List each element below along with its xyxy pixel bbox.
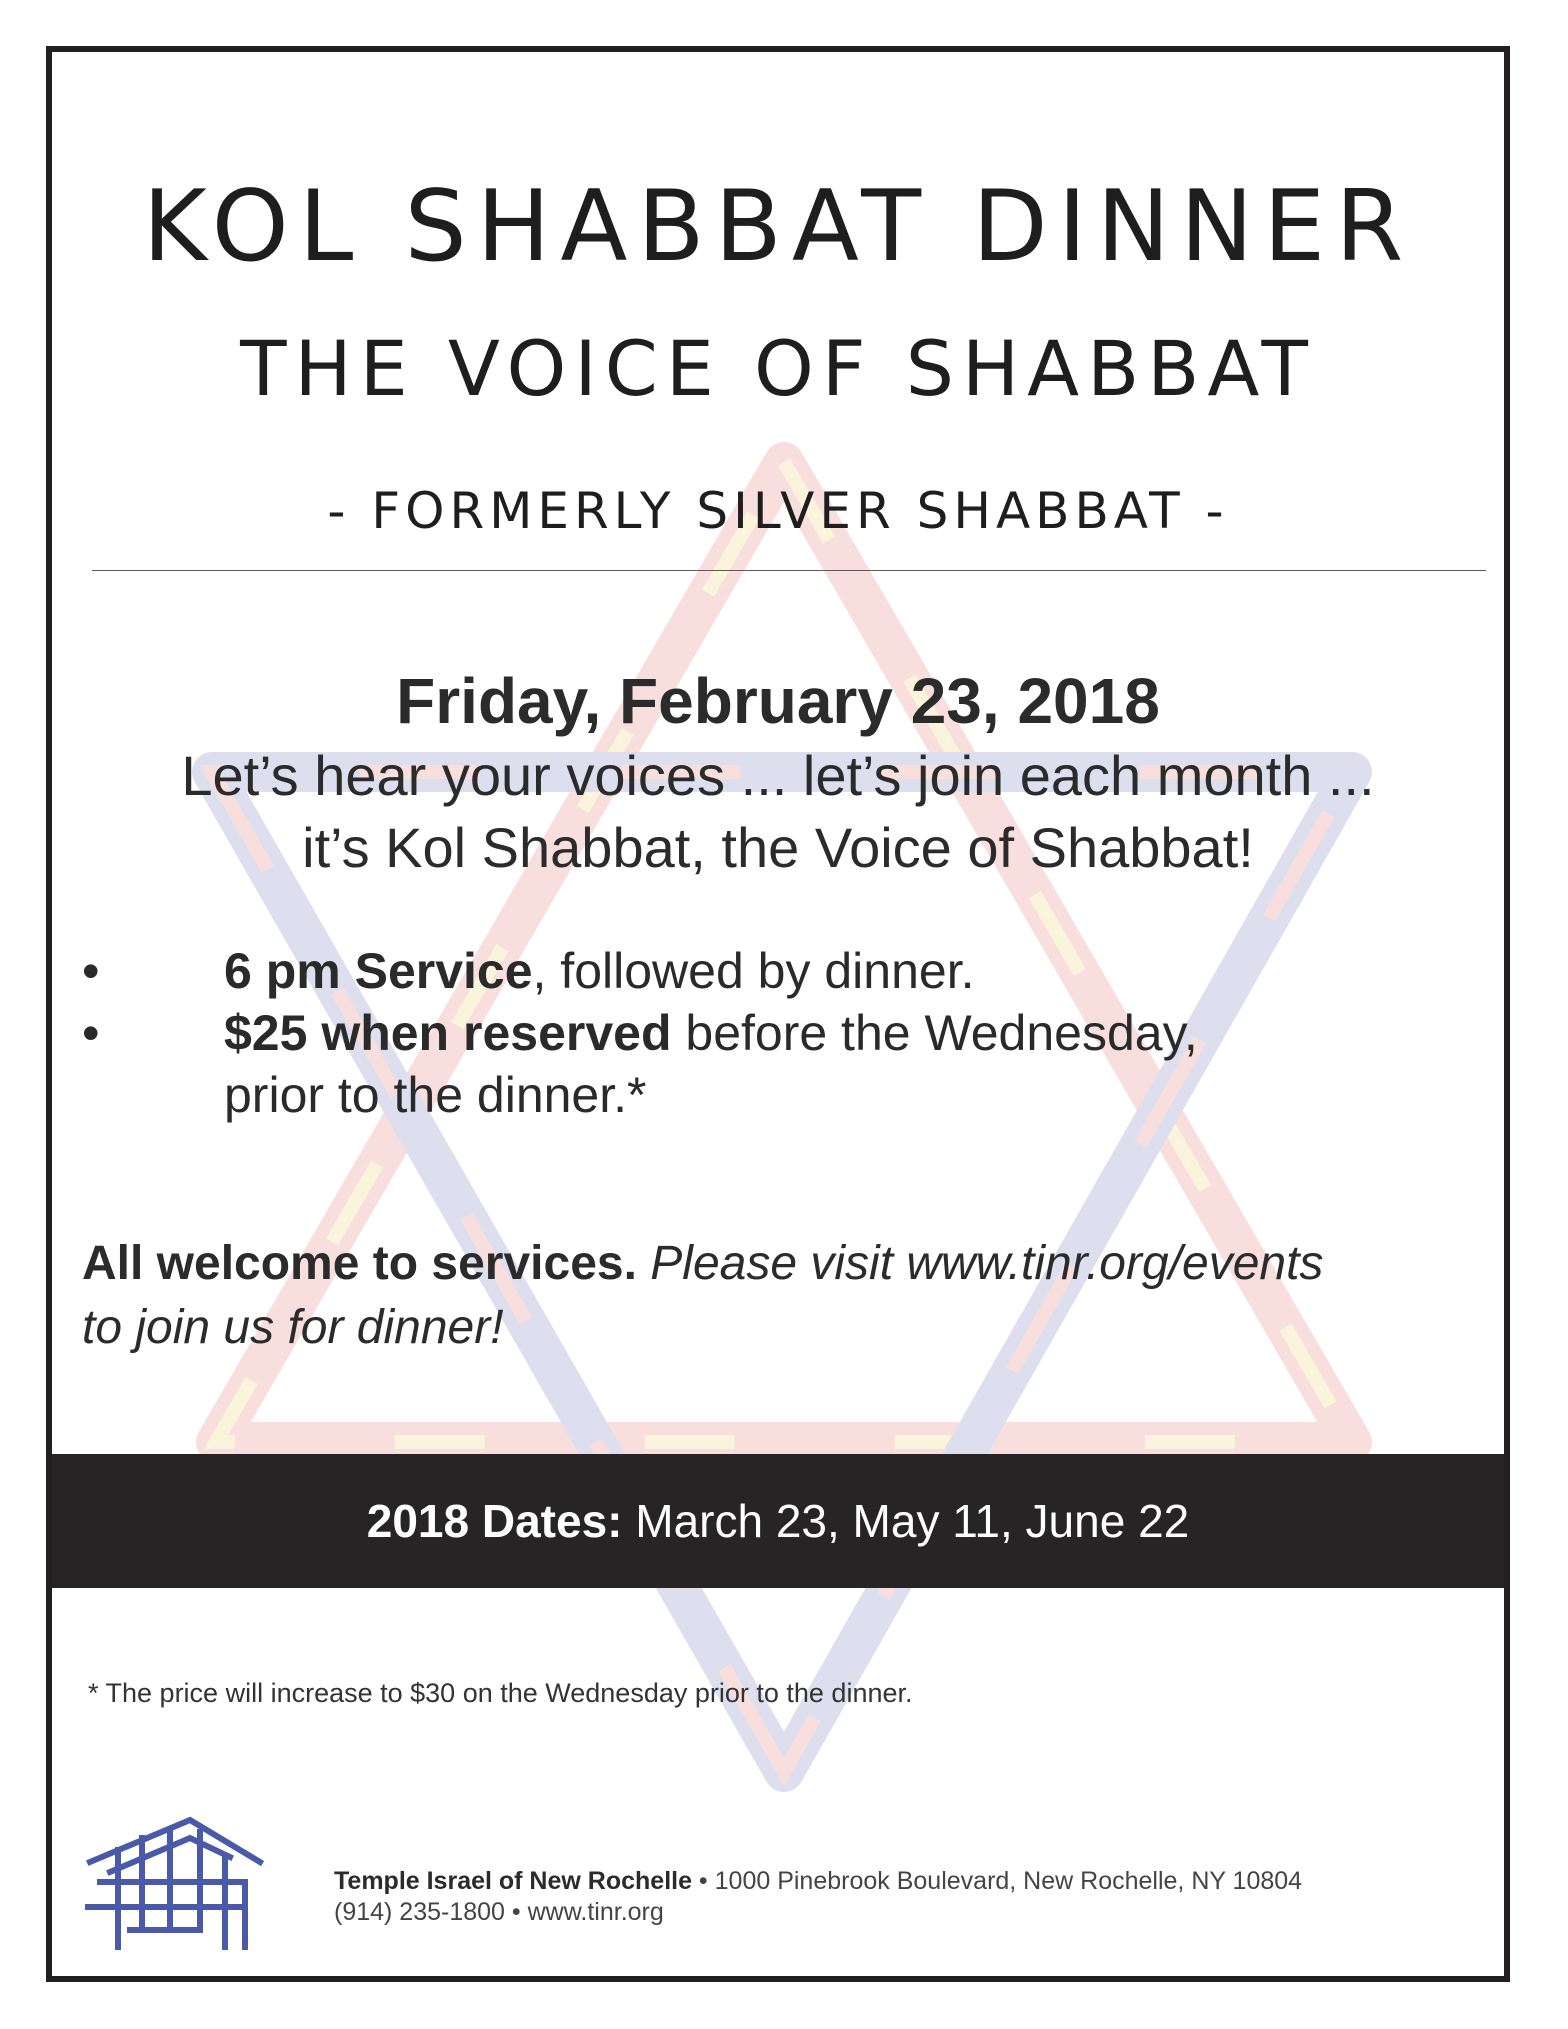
dates-value: March 23, May 11, June 22 [622, 1495, 1190, 1547]
contact-info [334, 1866, 1302, 1928]
event-subtitle: THE VOICE OF SHABBAT [240, 324, 1316, 413]
bullet-icon: • [82, 943, 100, 999]
welcome-bold: All welcome to services. [82, 1237, 637, 1290]
bullet-icon: • [82, 1005, 100, 1061]
divider [92, 570, 1486, 571]
phone-number: (914) 235-1800 [334, 1898, 505, 1926]
flyer-frame [46, 46, 1510, 1982]
tagline-line-2: it’s Kol Shabbat, the Voice of Shabbat! [302, 816, 1254, 879]
event-title: KOL SHABBAT DINNER [142, 170, 1414, 284]
dates-band [52, 1454, 1504, 1588]
service-detail: , followed by dinner. [532, 943, 975, 999]
price-reserved: $25 when reserved [224, 1005, 672, 1061]
org-name: Temple Israel of New Rochelle [334, 1867, 692, 1895]
list-item [82, 940, 1462, 1002]
price-footnote: * The price will increase to $30 on the Wednesday prior to the dinner. [88, 1678, 913, 1708]
price-detail: before the Wednesday, [671, 1005, 1198, 1061]
tagline [52, 740, 1504, 884]
welcome-italic-2: to join us for dinner! [82, 1301, 504, 1354]
details-list [82, 940, 1462, 1126]
separator: • [691, 1867, 715, 1895]
event-date: Friday, February 23, 2018 [396, 665, 1160, 737]
separator: • [504, 1898, 528, 1926]
price-detail-2: prior to the dinner.* [224, 1067, 647, 1123]
street-address: 1000 Pinebrook Boulevard, New Rochelle, NY 10804 [714, 1867, 1303, 1895]
dates-label: 2018 Dates: [366, 1495, 623, 1547]
website-link[interactable]: www.tinr.org [527, 1898, 664, 1926]
welcome-italic: Please visit www.tinr.org/events [636, 1237, 1324, 1290]
tagline-line-1: Let’s hear your voices ... let’s join each month ... [181, 744, 1375, 807]
service-time: 6 pm Service [224, 943, 533, 999]
welcome-text [82, 1232, 1462, 1360]
former-name: - FORMERLY SILVER SHABBAT - [327, 482, 1229, 540]
list-item [82, 1002, 1462, 1126]
temple-building-icon [80, 1802, 270, 1952]
